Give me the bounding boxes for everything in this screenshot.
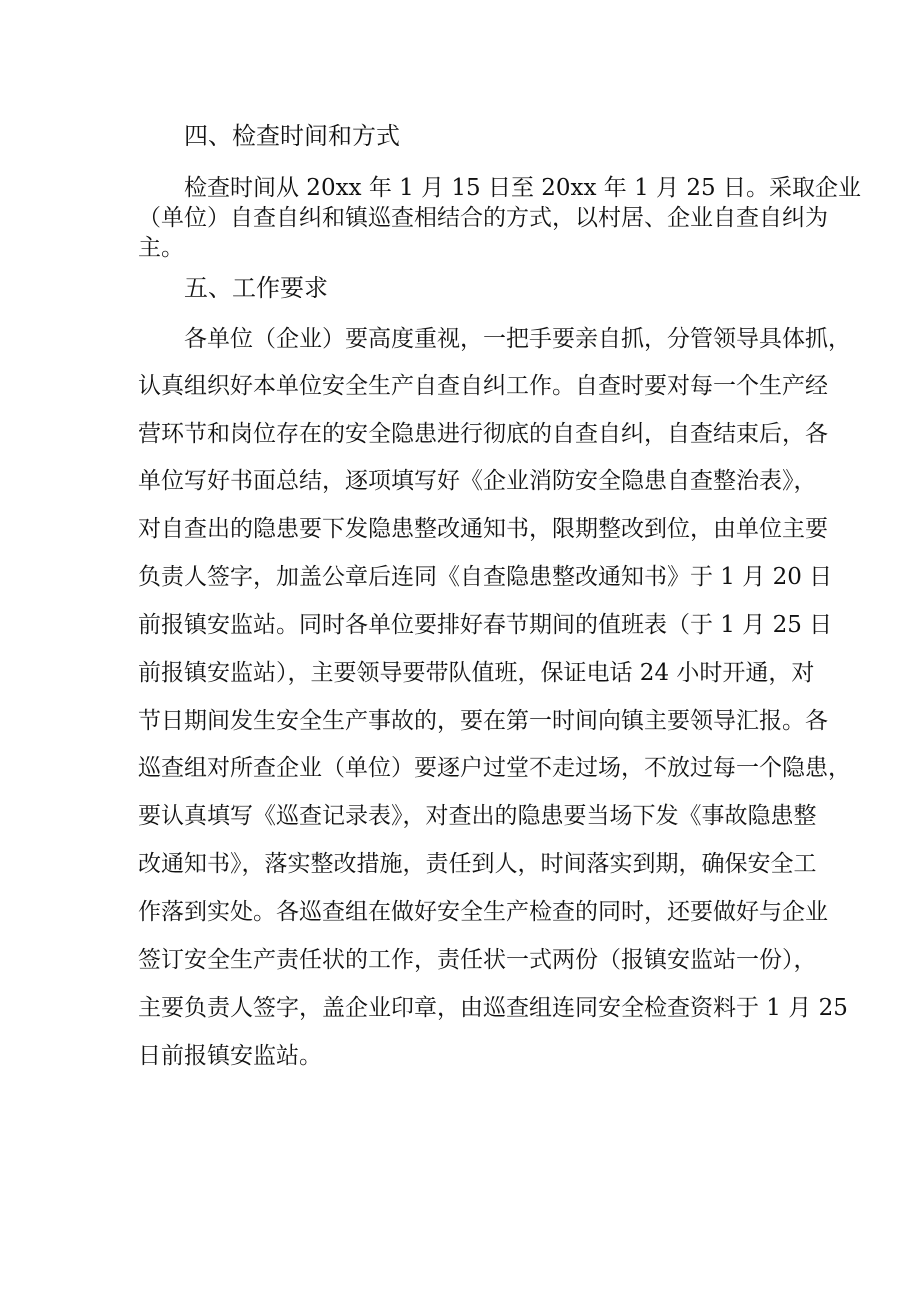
section-5-line-13: 作落到实处。各巡查组在做好安全生产检查的同时，还要做好与企业 [138, 899, 828, 925]
section-5-line-14: 签订安全生产责任状的工作，责任状一式两份（报镇安监站一份）， [138, 947, 817, 973]
section-5-line-5: 对自查出的隐患要下发隐患整改通知书，限期整改到位，由单位主要 [138, 516, 828, 542]
section-5-line-1: 各单位（企业）要高度重视，一把手要亲自抓，分管领导具体抓， [184, 326, 851, 352]
section-5-line-4: 单位写好书面总结，逐项填写好《企业消防安全隐患自查整治表》， [138, 468, 817, 494]
section-5-line-9: 节日期间发生安全生产事故的，要在第一时间向镇主要领导汇报。各 [138, 708, 828, 734]
section-4-line-2: （单位）自查自纠和镇巡查相结合的方式，以村居、企业自查自纠为 [138, 205, 828, 231]
section-5-line-2: 认真组织好本单位安全生产自查自纠工作。自查时要对每一个生产经 [138, 373, 828, 399]
section-4-line-3: 主。 [138, 235, 184, 261]
section-5-line-3: 营环节和岗位存在的安全隐患进行彻底的自查自纠，自查结束后，各 [138, 421, 828, 447]
section-5-line-8: 前报镇安监站），主要领导要带队值班，保证电话 24 小时开通，对 [138, 660, 815, 686]
section-5-line-12: 改通知书》，落实整改措施，责任到人，时间落实到期，确保安全工 [138, 851, 817, 877]
section-4-heading: 四、检查时间和方式 [184, 122, 400, 150]
section-5-line-15: 主要负责人签字，盖企业印章，由巡查组连同安全检查资料于 1 月 25 [138, 995, 848, 1021]
section-5-line-10: 巡查组对所查企业（单位）要逐户过堂不走过场，不放过每一个隐患， [138, 755, 851, 781]
section-4-line-1: 检查时间从 20xx 年 1 月 15 日至 20xx 年 1 月 25 日。采取企业 [184, 175, 861, 201]
section-5-line-11: 要认真填写《巡查记录表》，对查出的隐患要当场下发《事故隐患整 [138, 803, 817, 829]
section-5-line-6: 负责人签字，加盖公章后连同《自查隐患整改通知书》于 1 月 20 日 [138, 564, 833, 590]
section-5-line-16: 日前报镇安监站。 [138, 1043, 322, 1069]
section-5-heading: 五、工作要求 [184, 274, 328, 302]
section-5-line-7: 前报镇安监站。同时各单位要排好春节期间的值班表（于 1 月 25 日 [138, 612, 833, 638]
